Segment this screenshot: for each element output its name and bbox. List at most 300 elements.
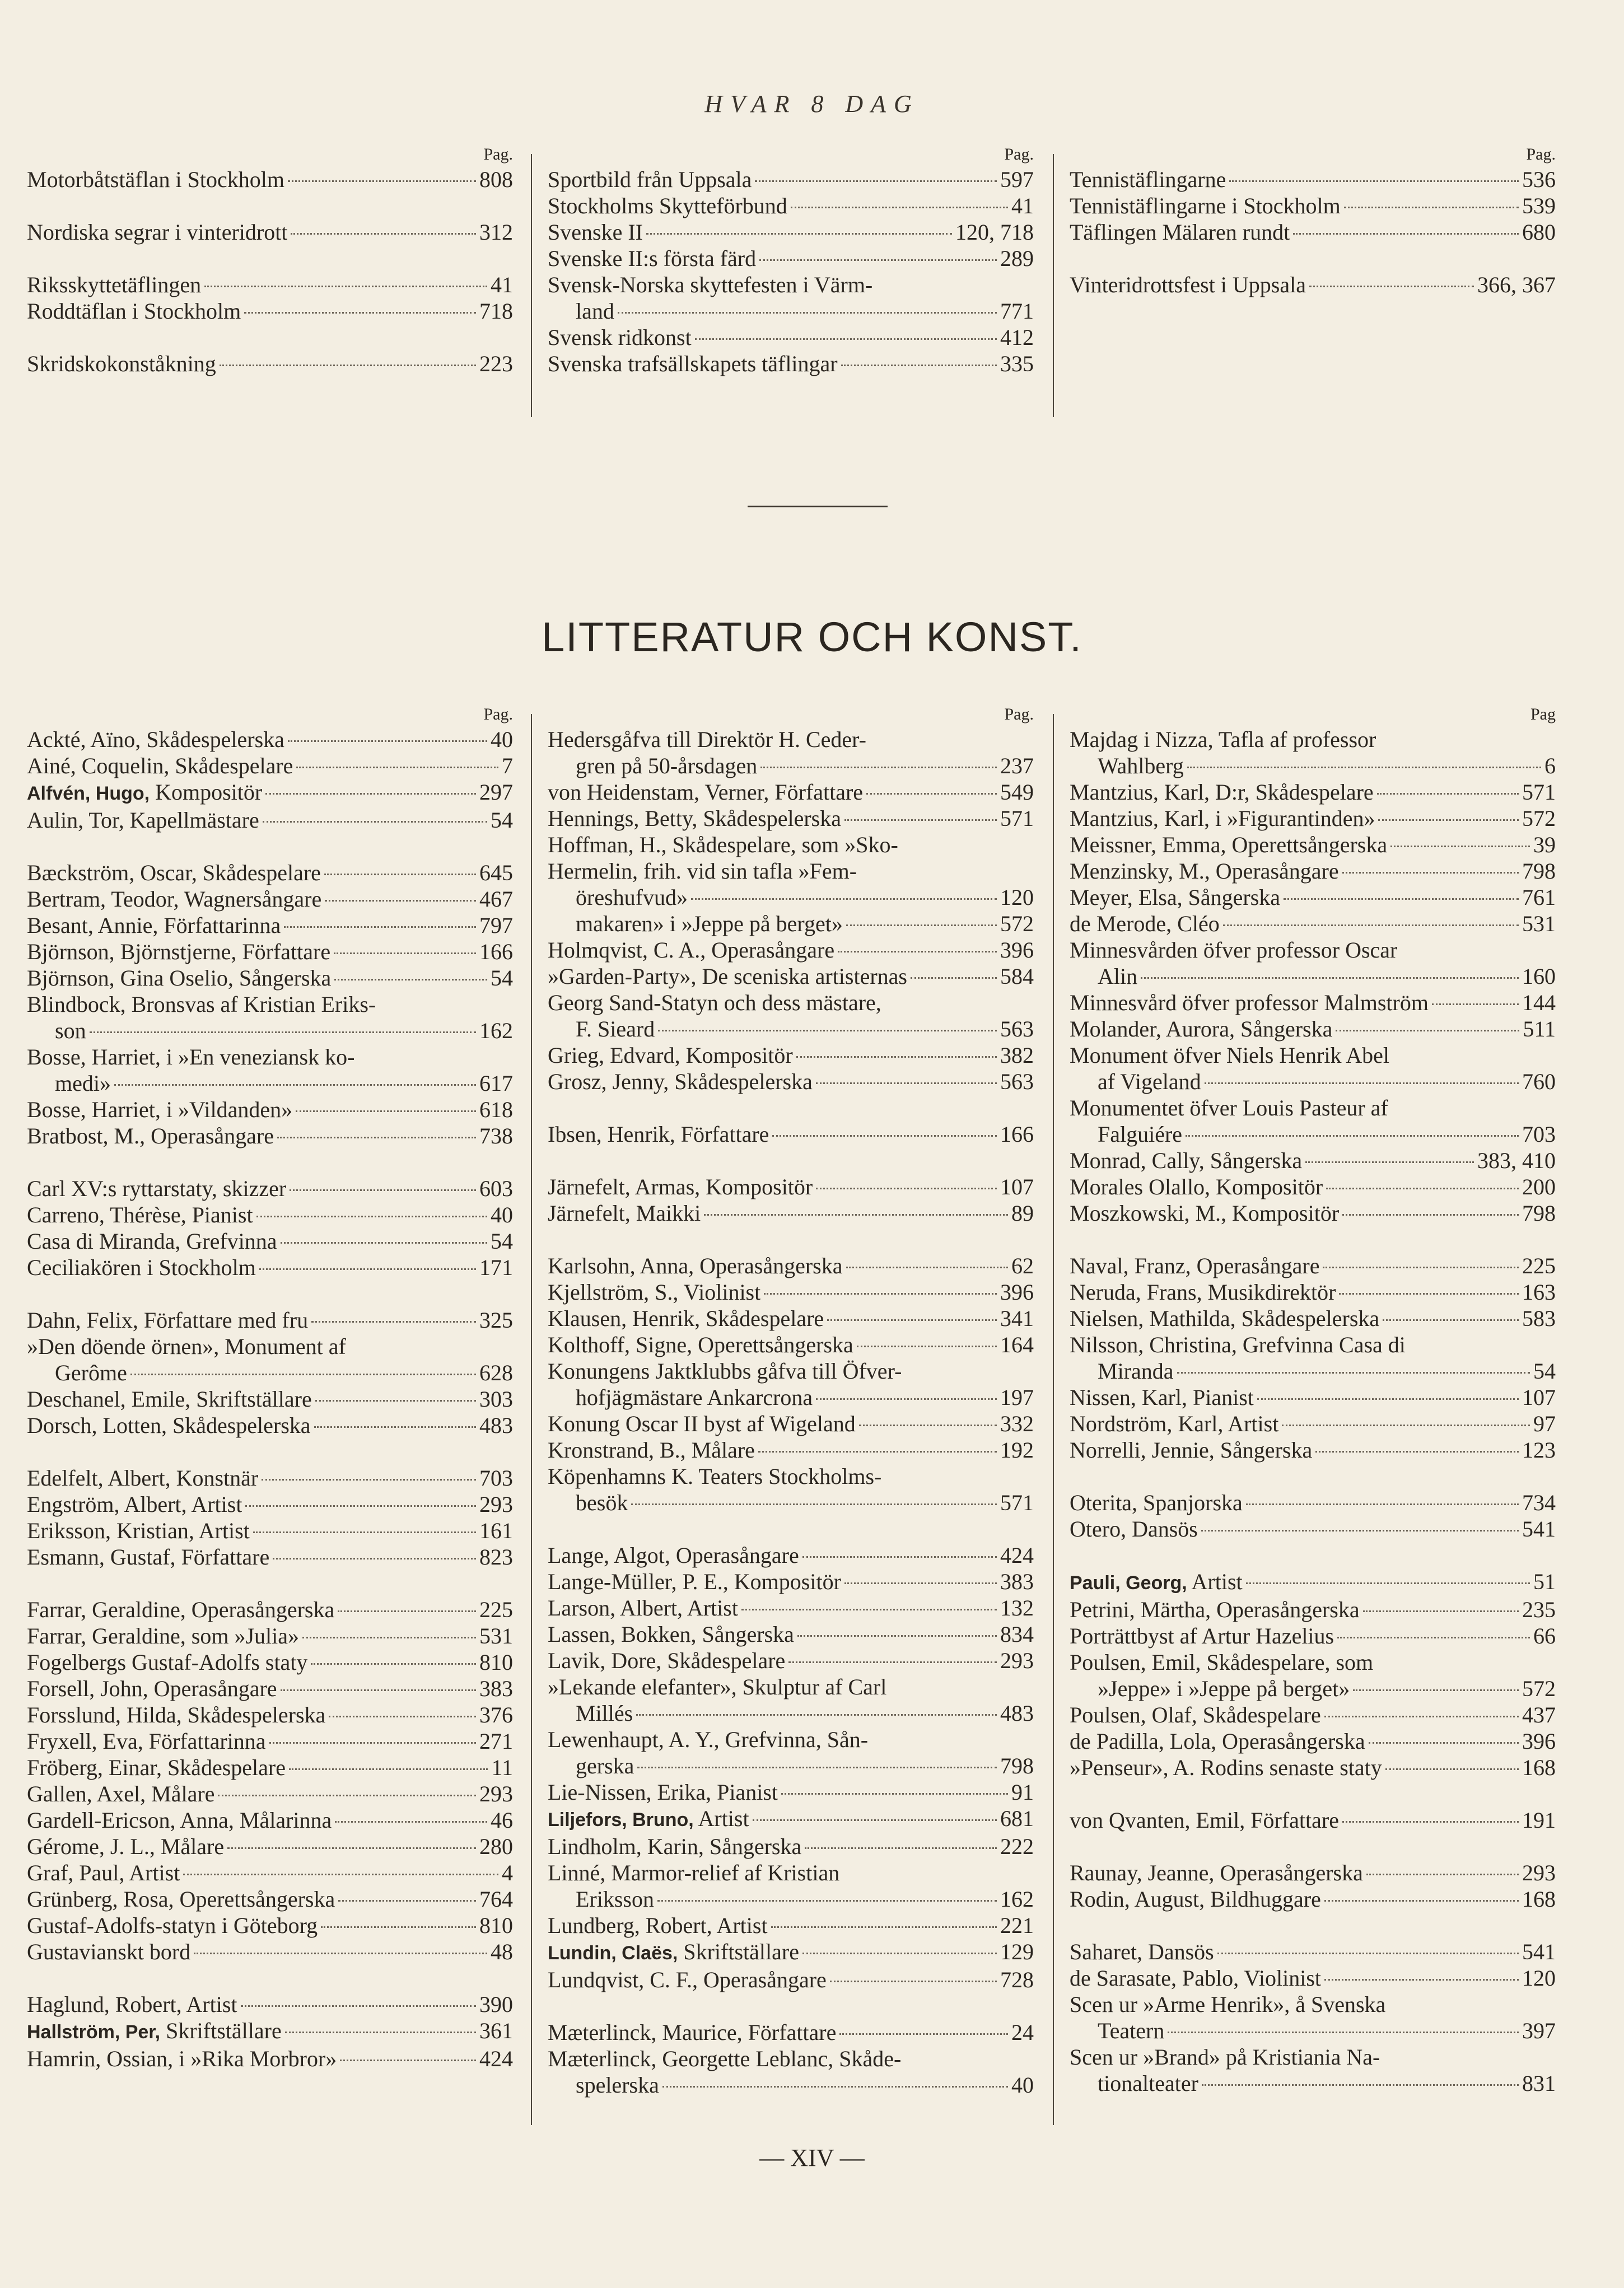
page-ref: 132 [1000, 1595, 1034, 1621]
entry-title: Bæckström, Oscar, Skådespelare [27, 860, 321, 885]
dot-leader [1282, 1425, 1530, 1426]
entry-title: de Merode, Cléo [1070, 911, 1220, 936]
entry-title: makaren» i »Jeppe på berget» [576, 911, 843, 936]
entry-role: Skriftställare [678, 1939, 799, 1964]
page-ref: 341 [1000, 1306, 1034, 1331]
dot-leader [1390, 846, 1530, 847]
index-entry [1070, 937, 1556, 963]
index-entry [27, 351, 513, 377]
entry-role: Kompositör [150, 779, 263, 805]
index-entry [548, 193, 1034, 219]
dot-leader [1432, 1003, 1519, 1005]
index-entry [1070, 1702, 1556, 1728]
entry-title: Graf, Paul, Artist [27, 1860, 180, 1885]
entry-title: Sportbild från Uppsala [548, 167, 752, 192]
index-entry [548, 324, 1034, 351]
dot-leader [631, 1503, 997, 1505]
index-entry [27, 298, 513, 324]
index-entry [1070, 805, 1556, 832]
page-number: — XIV — [759, 2144, 865, 2172]
index-entry [27, 860, 513, 886]
index-entry [27, 886, 513, 912]
page-ref: 66 [1533, 1623, 1556, 1649]
page-ref: 280 [479, 1834, 513, 1859]
page-ref: 571 [1000, 1490, 1034, 1515]
dot-leader [1309, 286, 1474, 287]
entry-title: Minnesvård öfver professor Malmström [1070, 990, 1429, 1015]
dot-leader [691, 898, 997, 900]
dot-leader [1168, 2032, 1519, 2033]
entry-title [1070, 1568, 1243, 1596]
entry-title-continued: Wahlberg [1098, 753, 1184, 778]
entry-title: Monrad, Cally, Sångerska [1070, 1148, 1303, 1173]
page-ref: 810 [479, 1650, 513, 1675]
entry-title: Porträttbyst af Artur Hazelius [1070, 1623, 1334, 1649]
dot-leader [791, 207, 1008, 208]
entry-title: Naval, Franz, Operasångare [1070, 1253, 1320, 1278]
entry-title-continued: son [55, 1018, 86, 1043]
dot-leader [244, 312, 476, 314]
index-entry [27, 272, 513, 298]
entry-title: Gallen, Axel, Målare [27, 1781, 215, 1806]
dot-leader [1369, 1742, 1519, 1744]
dot-leader [315, 1400, 476, 1402]
entry-title-continued: besök [576, 1490, 628, 1515]
index-entry [1070, 1095, 1556, 1121]
dot-leader [781, 1793, 1008, 1795]
page-ref: 531 [479, 1623, 513, 1649]
index-entry [548, 1595, 1034, 1621]
dot-leader [657, 1900, 997, 1902]
entry-role: Artist [693, 1806, 749, 1831]
index-entry [1070, 910, 1556, 937]
page-ref: 572 [1522, 806, 1556, 831]
index-entry [1070, 989, 1556, 1016]
entry-title: Kolthoff, Signe, Operettsångerska [548, 1332, 853, 1357]
entry-title: Forsell, John, Operasångare [27, 1676, 277, 1701]
entry-title-continued: af Vigeland [1098, 1069, 1201, 1094]
page-ref: 225 [479, 1597, 513, 1622]
index-entry [1070, 272, 1556, 298]
index-entry [1070, 858, 1556, 884]
dot-leader [329, 1716, 476, 1717]
index-entry-continuation [548, 753, 1034, 779]
index-entry [548, 166, 1034, 193]
index-entry-continuation [1070, 2070, 1556, 2096]
page-ref: 166 [1000, 1122, 1034, 1147]
index-entry [1070, 1332, 1556, 1358]
entry-title: Monumentet öfver Louis Pasteur af [1070, 1095, 1388, 1120]
dot-leader [311, 1321, 476, 1323]
dot-leader [1353, 1689, 1519, 1691]
dot-leader [1202, 2084, 1519, 2086]
main-column-2 [548, 703, 1034, 2098]
index-entry [1070, 832, 1556, 858]
index-entry [27, 1728, 513, 1754]
dot-leader [618, 312, 997, 314]
page-ref: 382 [1000, 1043, 1034, 1068]
dot-leader [658, 1030, 997, 1031]
index-entry [548, 2046, 1034, 2072]
index-entry [27, 991, 513, 1017]
page-ref: 571 [1000, 806, 1034, 831]
index-entry [548, 726, 1034, 753]
dot-leader [1326, 1188, 1519, 1189]
index-entry [27, 1649, 513, 1675]
entry-title: de Padilla, Lola, Operasångerska [1070, 1729, 1365, 1754]
index-entry [548, 1121, 1034, 1147]
entry-title: Lavik, Dore, Skådespelare [548, 1648, 786, 1673]
spacer [1070, 1781, 1556, 1807]
page-ref: 54 [491, 807, 513, 833]
entry-title: Engström, Albert, Artist [27, 1492, 242, 1517]
entry-title: Carl XV:s ryttarstaty, skizzer [27, 1176, 287, 1201]
entry-title: Menzinsky, M., Operasångare [1070, 858, 1339, 884]
page-ref: 823 [479, 1544, 513, 1570]
page-ref: 160 [1522, 964, 1556, 989]
page-ref: 834 [1000, 1622, 1034, 1647]
entry-name-bold: Pauli, Georg, [1070, 1572, 1187, 1594]
page-ref: 424 [479, 2046, 513, 2071]
index-entry [548, 1726, 1034, 1753]
entry-title: Neruda, Frans, Musikdirektör [1070, 1280, 1336, 1305]
entry-title: Casa di Miranda, Grefvinna [27, 1229, 277, 1254]
dot-leader [1324, 1979, 1519, 1981]
dot-leader [241, 2005, 476, 2007]
entry-title: Nielsen, Mathilda, Skådespelerska [1070, 1306, 1380, 1331]
entry-title: Eriksson, Kristian, Artist [27, 1518, 250, 1543]
dot-leader [281, 1242, 487, 1244]
pag-label: Pag. [483, 145, 513, 164]
page-ref: 483 [1000, 1701, 1034, 1726]
index-entry [548, 1332, 1034, 1358]
index-entry [1070, 1675, 1556, 1702]
dot-leader [90, 1031, 476, 1033]
page-ref: 46 [491, 1808, 513, 1833]
page-ref: 123 [1522, 1437, 1556, 1463]
index-entry [1070, 1253, 1556, 1279]
pag-label: Pag. [1004, 705, 1034, 723]
dot-leader [805, 1847, 997, 1849]
dot-leader [1324, 1716, 1519, 1717]
dot-leader [646, 233, 952, 235]
dot-leader [1342, 1214, 1519, 1216]
dot-leader [816, 1398, 997, 1400]
entry-title: Grosz, Jenny, Skådespelerska [548, 1069, 813, 1094]
pag-label: Pag. [483, 705, 513, 723]
page-ref: 396 [1522, 1729, 1556, 1754]
entry-title: Majdag i Nizza, Tafla af professor [1070, 727, 1376, 752]
page-ref: 6 [1544, 753, 1556, 778]
page-ref: 225 [1522, 1253, 1556, 1278]
page-ref: 645 [479, 860, 513, 885]
spacer [548, 1993, 1034, 2019]
index-entry [27, 1096, 513, 1123]
entry-title: »Lekande elefanter», Skulptur af Carl [548, 1674, 887, 1699]
page-ref: 734 [1522, 1490, 1556, 1515]
index-entry [27, 1386, 513, 1412]
index-entry [1070, 1174, 1556, 1200]
entry-title: Nordiska segrar i vinteridrott [27, 220, 288, 245]
dot-leader [277, 1137, 476, 1138]
index-entry-line: Georg Sand-Statyn och dess mästare, [548, 990, 881, 1015]
dot-leader [340, 2060, 476, 2061]
index-entry [548, 910, 1034, 937]
entry-title: Ceciliakören i Stockholm [27, 1255, 256, 1280]
dot-leader [816, 1188, 997, 1189]
dot-leader [844, 819, 997, 821]
index-entry [548, 1967, 1034, 1993]
index-entry [548, 884, 1034, 910]
entry-title-continued: land [576, 298, 614, 324]
index-entry-continuation [27, 1360, 513, 1386]
page-ref: 467 [479, 886, 513, 912]
index-entry [27, 1939, 513, 1965]
entry-title: de Sarasate, Pablo, Violinist [1070, 1965, 1322, 1991]
page-ref: 168 [1522, 1887, 1556, 1912]
index-entry [27, 1781, 513, 1807]
index-entry-continuation [548, 2072, 1034, 2098]
index-entry [548, 963, 1034, 989]
page-ref: 235 [1522, 1597, 1556, 1622]
index-entry [27, 1491, 513, 1517]
entry-title: Ibsen, Henrik, Författare [548, 1122, 769, 1147]
entry-title: Lewenhaupt, A. Y., Grefvinna, Sån- [548, 1727, 869, 1752]
entry-title: Moszkowski, M., Kompositör [1070, 1201, 1340, 1226]
main-index-section [27, 703, 1595, 2125]
dot-leader [1315, 1451, 1519, 1453]
page-ref: 312 [479, 220, 513, 245]
index-entry-continuation [1070, 963, 1556, 989]
dot-leader [859, 1425, 997, 1426]
entry-title [27, 779, 262, 807]
index-entry [1070, 1596, 1556, 1623]
entry-title: Lange-Müller, P. E., Kompositör [548, 1569, 841, 1594]
entry-title-continued: Falguiére [1098, 1122, 1183, 1147]
index-entry [27, 1254, 513, 1281]
index-entry [548, 1200, 1034, 1226]
dot-leader [1366, 1874, 1519, 1875]
entry-title: Bratbost, M., Operasångare [27, 1123, 274, 1148]
entry-title: Kjellström, S., Violinist [548, 1280, 761, 1305]
index-entry-continuation [1070, 753, 1556, 779]
page-ref: 293 [479, 1781, 513, 1806]
column-rule [1053, 714, 1054, 2125]
page-ref: 120 [1522, 1965, 1556, 1991]
index-entry [1070, 1886, 1556, 1912]
dot-leader [1324, 1900, 1519, 1902]
entry-title: Björnson, Björnstjerne, Författare [27, 939, 331, 964]
dot-leader [321, 1926, 476, 1928]
page-header: HVAR 8 DAG [704, 90, 920, 118]
page-ref: 549 [1000, 779, 1034, 805]
index-entry [1070, 1568, 1556, 1596]
dot-leader [1293, 233, 1519, 235]
index-entry [548, 779, 1034, 805]
page-ref: 97 [1533, 1411, 1556, 1436]
page-ref: 383 [1000, 1569, 1034, 1594]
index-entry [27, 1991, 513, 2018]
section-title: LITTERATUR OCH KONST. [542, 614, 1082, 660]
page-ref: 4 [502, 1860, 513, 1885]
dot-leader [263, 821, 487, 823]
page-ref: 541 [1522, 1939, 1556, 1964]
entry-title: Farrar, Geraldine, som »Julia» [27, 1623, 300, 1649]
index-entry [27, 1675, 513, 1702]
page-ref: 597 [1000, 167, 1034, 192]
entry-title: Tennistäflingarne i Stockholm [1070, 193, 1341, 218]
entry-title: Kronstrand, B., Målare [548, 1437, 755, 1463]
top-column-3 [1070, 143, 1556, 298]
page-ref: 192 [1000, 1437, 1034, 1463]
index-entry [1070, 1042, 1556, 1068]
entry-title: Lassen, Bokken, Sångerska [548, 1622, 794, 1647]
index-entry [548, 1253, 1034, 1279]
page-ref: 571 [1522, 779, 1556, 805]
index-entry [1070, 1200, 1556, 1226]
index-entry [27, 1807, 513, 1833]
index-entry [548, 1384, 1034, 1411]
page-ref: 120, 718 [955, 220, 1034, 245]
dot-leader [130, 1374, 476, 1375]
entry-title: Nilsson, Christina, Grefvinna Casa di [1070, 1332, 1406, 1357]
dot-leader [1377, 793, 1519, 795]
entry-title-continued: gerska [576, 1753, 634, 1778]
entry-title: »Penseur», A. Rodins senaste staty [1070, 1755, 1382, 1780]
index-entry [27, 1517, 513, 1544]
page-ref: 603 [479, 1176, 513, 1201]
page-ref: 383, 410 [1477, 1148, 1556, 1173]
index-entry-continuation [548, 1753, 1034, 1779]
dot-leader [314, 1426, 476, 1428]
dot-leader [273, 1558, 476, 1559]
entry-title: Lundqvist, C. F., Operasångare [548, 1967, 827, 1992]
index-entry [548, 1542, 1034, 1568]
page-ref: 221 [1000, 1913, 1034, 1938]
dot-leader [846, 924, 997, 926]
page-ref: 120 [1000, 885, 1034, 910]
index-entry [1070, 1860, 1556, 1886]
entry-title: Tennistäflingarne [1070, 167, 1226, 192]
page-ref: 41 [491, 272, 513, 297]
index-entry [27, 1702, 513, 1728]
entry-title: Scen ur »Brand» på Kristiania Na- [1070, 2044, 1380, 2070]
spacer [1070, 1226, 1556, 1253]
page-ref: 718 [479, 298, 513, 324]
dot-leader [695, 338, 997, 340]
entry-title: Svensk ridkonst [548, 325, 692, 350]
index-entry [27, 1912, 513, 1939]
dot-leader [1205, 1082, 1519, 1084]
main-column-3 [1070, 703, 1556, 2096]
dot-leader [844, 1582, 997, 1584]
page-ref: 437 [1522, 1702, 1556, 1727]
entry-title: Gérome, J. L., Målare [27, 1834, 225, 1859]
page-ref: 680 [1522, 220, 1556, 245]
page-ref: 798 [1000, 1753, 1034, 1778]
entry-title-continued: medi» [55, 1071, 111, 1096]
entry-title-continued: tionalteater [1098, 2071, 1198, 2096]
spacer [1070, 1463, 1556, 1489]
entry-name-bold: Liljefors, Bruno, [548, 1809, 694, 1831]
spacer [27, 1149, 513, 1175]
page-ref: 383 [479, 1676, 513, 1701]
page-ref: 48 [491, 1939, 513, 1964]
entry-title-continued: Millés [576, 1701, 633, 1726]
spacer [27, 833, 513, 860]
pag-label: Pag [1530, 705, 1556, 723]
page-ref: 197 [1000, 1385, 1034, 1410]
dot-leader [830, 1981, 997, 1982]
entry-title: Fröberg, Einar, Skådespelare [27, 1755, 286, 1780]
dot-leader [334, 979, 487, 980]
page-ref: 771 [1000, 298, 1034, 324]
index-entry [27, 1596, 513, 1623]
entry-title: Roddtäflan i Stockholm [27, 298, 241, 324]
index-entry [27, 1333, 513, 1360]
page-ref: 831 [1522, 2071, 1556, 2096]
index-entry [548, 1174, 1034, 1200]
index-entry [27, 166, 513, 193]
entry-title: Lindholm, Karin, Sångerska [548, 1834, 802, 1859]
spacer [1070, 1912, 1556, 1939]
index-entry [548, 1411, 1034, 1437]
top-column-2 [548, 143, 1034, 377]
page-ref: 162 [479, 1018, 513, 1043]
page-ref: 617 [479, 1071, 513, 1096]
dot-leader [289, 1768, 488, 1770]
dot-leader [325, 900, 476, 902]
main-column-1 [27, 703, 513, 2072]
dot-leader [285, 2032, 476, 2033]
entry-title: Besant, Annie, Författarinna [27, 913, 281, 938]
index-entry [1070, 1754, 1556, 1781]
index-entry [548, 1279, 1034, 1305]
page-ref: 41 [1011, 193, 1034, 218]
pag-label: Pag. [1526, 145, 1556, 164]
index-entry [1070, 1305, 1556, 1332]
top-index-section [27, 143, 1595, 412]
index-entry [27, 726, 513, 753]
index-entry [27, 1754, 513, 1781]
dot-leader [796, 1056, 997, 1058]
entry-title: Bosse, Harriet, i »Vildanden» [27, 1097, 293, 1122]
entry-name-bold: Lundin, Claës, [548, 1943, 678, 1964]
dot-leader [1187, 767, 1541, 768]
spacer [548, 1147, 1034, 1174]
dot-leader [1201, 1530, 1519, 1531]
index-entry [548, 1939, 1034, 1967]
dot-leader [637, 1767, 997, 1768]
index-entry [27, 779, 513, 807]
entry-title: öreshufvud» [576, 885, 688, 910]
dot-leader [839, 2033, 1008, 2035]
entry-title: hofjägmästare Ankarcrona [576, 1385, 813, 1410]
entry-name-bold: Hallström, Per, [27, 2021, 161, 2043]
page-ref: 163 [1522, 1280, 1556, 1305]
dot-leader [1186, 1135, 1519, 1137]
page-ref: 107 [1522, 1385, 1556, 1410]
entry-title: Ainé, Coquelin, Skådespelare [27, 753, 293, 778]
entry-title-continued: Gerôme [55, 1360, 127, 1385]
column-rule [531, 714, 532, 2125]
index-entry-continuation [27, 1070, 513, 1096]
index-entry [1070, 166, 1556, 193]
page-ref: 54 [491, 1229, 513, 1254]
dot-leader [256, 1216, 487, 1217]
entry-role: Artist [1187, 1569, 1243, 1594]
index-entry [548, 272, 1034, 298]
